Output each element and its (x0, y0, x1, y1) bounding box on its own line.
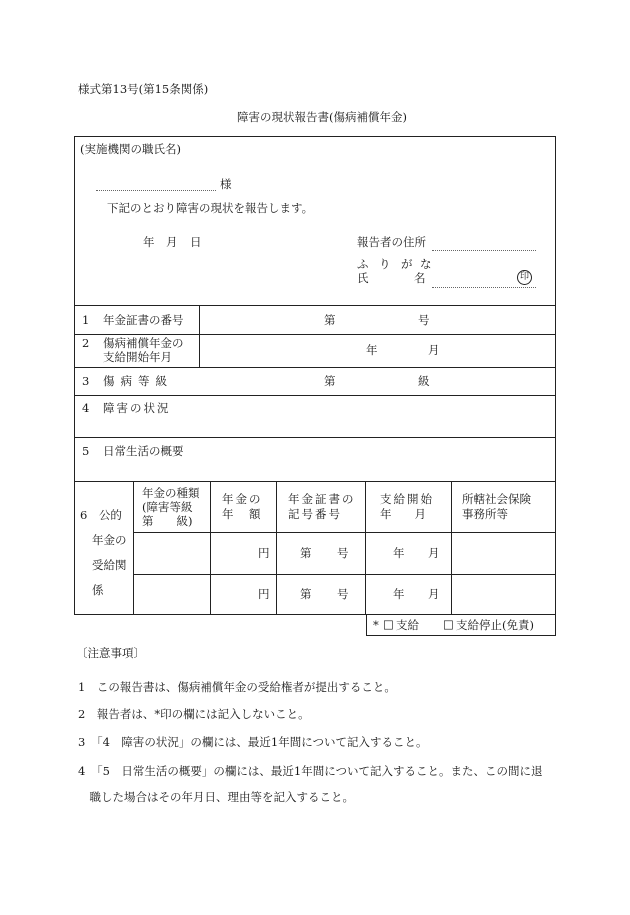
row2-label-2: 支給開始年月 (103, 350, 172, 364)
furigana-4: な (420, 257, 432, 271)
note-2: 2 報告者は、*印の欄には記入しないこと。 (78, 707, 310, 721)
frame-left (74, 136, 75, 615)
row1-num: 1 (82, 313, 90, 327)
status-box-left (366, 614, 367, 636)
row1-dai: 第 (324, 313, 336, 327)
form-title: 障害の現状報告書(傷病補償年金) (237, 110, 407, 124)
s6-hdr-start-2: 年 月 (380, 507, 426, 521)
row-line-2 (74, 334, 556, 335)
date-year: 年 (143, 235, 155, 249)
sama-label: 様 (220, 177, 232, 191)
row2-nen: 年 (366, 343, 378, 357)
note-4-cont: 職した場合はその年月日、理由等を記入すること。 (78, 790, 354, 804)
paid-checkbox[interactable]: □ (383, 617, 394, 631)
row2-num: 2 (82, 336, 90, 350)
furigana-2: り (379, 257, 391, 271)
row-line-3 (74, 367, 556, 368)
s6-hdr-cert-1: 年金証書の (288, 492, 356, 506)
row1-go: 号 (418, 313, 430, 327)
s6-hdr-office-2: 事務所等 (462, 507, 508, 521)
s6-label-3: 受給関 (92, 558, 127, 572)
row-line-5 (74, 437, 556, 438)
s6-label-2: 年金の (92, 533, 127, 547)
status-box-bottom (366, 635, 556, 636)
seal-icon: 印 (517, 270, 532, 285)
reporter-address-label: 報告者の住所 (357, 235, 426, 249)
s6-hdr-type-1: 年金の種類 (142, 486, 200, 500)
status-asterisk: * (373, 618, 379, 632)
row4-label: 障害の状況 (103, 401, 171, 415)
furigana-3: が (401, 257, 413, 271)
stopped-label: 支給停止(免責) (456, 618, 534, 632)
stopped-checkbox[interactable]: □ (443, 617, 454, 631)
s6-hdr-start-1: 支給開始 (380, 492, 434, 506)
s6-col-1 (133, 481, 134, 614)
date-month: 月 (166, 235, 178, 249)
label-col-line (199, 305, 200, 367)
s6-r2-go: 号 (337, 587, 349, 601)
row-line-4 (74, 395, 556, 396)
frame-top (74, 136, 556, 137)
row2-tsuki: 月 (428, 343, 440, 357)
address-field[interactable] (432, 250, 536, 251)
row-line-1 (74, 305, 556, 306)
s6-r1-yen: 円 (258, 546, 270, 560)
s6-label-1: 6 公的 (80, 508, 122, 522)
row-line-6 (74, 481, 556, 482)
s6-col-4 (365, 481, 366, 614)
s6-hdr-type-3: 第 級) (142, 514, 193, 528)
note-1: 1 この報告書は、傷病補償年金の受給権者が提出すること。 (78, 680, 396, 694)
s6-col-3 (276, 481, 277, 614)
agency-name-field[interactable] (96, 190, 216, 191)
name-label-mei: 名 (414, 271, 426, 285)
frame-bottom (74, 614, 556, 615)
frame-right (555, 136, 556, 636)
row2-label-1: 傷病補償年金の (103, 336, 184, 350)
s6-col-5 (451, 481, 452, 614)
furigana-1: ふ (357, 257, 369, 271)
note-3: 3 「4 障害の状況」の欄には、最近1年間について記入すること。 (78, 735, 428, 749)
name-label-shi: 氏 (357, 271, 369, 285)
row1-label: 年金証書の番号 (103, 313, 184, 327)
row5-label: 日常生活の概要 (103, 444, 184, 458)
form-number: 様式第13号(第15条関係) (78, 82, 209, 96)
row4-num: 4 (82, 401, 90, 415)
s6-r1-dai: 第 (300, 546, 312, 560)
row3-label: 傷病等級 (103, 374, 173, 388)
note-4: 4 「5 日常生活の概要」の欄には、最近1年間について記入すること。また、この間に退 (78, 764, 543, 778)
row3-kyu: 級 (418, 374, 430, 388)
s6-r2-nen: 年 (393, 587, 405, 601)
row3-num: 3 (82, 374, 90, 388)
s6-hdr-amount-1: 年金の (222, 492, 263, 506)
s6-label-4: 係 (92, 583, 104, 597)
name-field[interactable] (432, 287, 536, 288)
s6-r1-nen: 年 (393, 546, 405, 560)
s6-r2-yen: 円 (258, 587, 270, 601)
intro-text: 下記のとおり障害の現状を報告します。 (107, 201, 314, 215)
row3-dai: 第 (324, 374, 336, 388)
s6-r1-tsuki: 月 (428, 546, 440, 560)
s6-hdr-type-2: (障害等級 (142, 500, 193, 514)
date-day: 日 (190, 235, 202, 249)
s6-col-2 (210, 481, 211, 614)
notes-heading: 〔注意事項〕 (76, 646, 145, 660)
s6-hdr-office-1: 所轄社会保険 (462, 492, 531, 506)
s6-line-2 (133, 574, 556, 575)
s6-r2-dai: 第 (300, 587, 312, 601)
s6-r1-go: 号 (337, 546, 349, 560)
s6-r2-tsuki: 月 (428, 587, 440, 601)
agency-label: (実施機関の職氏名) (80, 142, 181, 156)
row5-num: 5 (82, 444, 90, 458)
s6-hdr-amount-2: 年 額 (222, 507, 263, 521)
paid-label: 支給 (396, 618, 419, 632)
s6-line-1 (133, 532, 556, 533)
s6-hdr-cert-2: 記号番号 (288, 507, 342, 521)
